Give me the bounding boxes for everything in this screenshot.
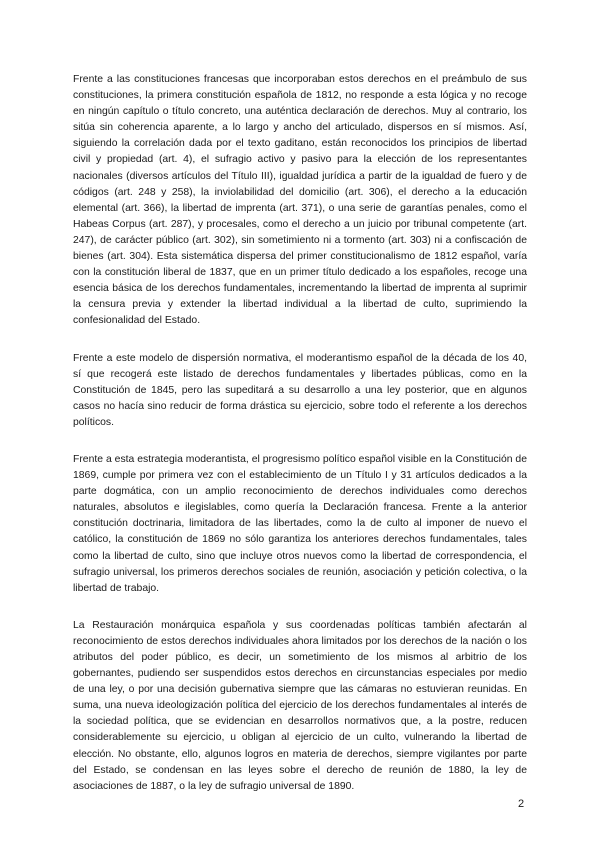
- paragraph-constitution-1869: Frente a esta estrategia moderantista, el progresismo político español visible en la Constitución de 1869, cumple por primera vez con el establecimiento de un Título I y 31 artículos dedicados a la parte dogmática, con un amplio reconocimiento de derechos individuales como derechos naturales, absolutos e ilegislables, como quería la Declaración francesa. Frente a la anterior constitución doctrinaria, limitadora de las libertades, como la de culto al imponer de nuevo el católico, la constitución de 1869 no sólo garantiza los anteriores derechos fundamentales, tales como la libertad de culto, sino que incluye otros nuevos como la libertad de correspondencia, el sufragio universal, los primeros derechos sociales de reunión, asociación y petición colectiva, o la libertad de trabajo.: [73, 453, 527, 594]
- paragraph-moderantismo: Frente a este modelo de dispersión normativa, el moderantismo español de la década de los 40, sí que recogerá este listado de derechos fundamentales y libertades públicas, como en la Constitución de 1845, pero las supeditará a su desarrollo a una ley posterior, que en algunos casos no hacía sino reducir de forma drástica su ejercicio, sobre todo el referente a los derechos políticos.: [73, 352, 527, 428]
- paragraph-restauracion: La Restauración monárquica española y sus coordenadas políticas también afectarán al reconocimiento de estos derechos individuales ahora limitados por los derechos de la nación o los atributos del poder público, es decir, un sometimiento de los mismos al arbitrio de los gobernantes, pudiendo ser suspendidos estos derechos en circunstancias especiales por medio de una ley, o por una decisión gubernativa siempre que las cámaras no estuvieran reunidas. En suma, una nueva ideologización política del ejercicio de los derechos fundamentales al interés de la sociedad política, que se evidencian en desarrollos normativos que, a la postre, reducen considerablemente su ejercicio, u obligan al ejercicio de un culto, vulnerando la libertad de elección. No obstante, ello, algunos logros en materia de derechos, siempre vigilantes por parte del Estado, se condensan en las leyes sobre el derecho de reunión de 1880, la ley de asociaciones de 1887, o la ley de sufragio universal de 1890.: [73, 619, 527, 792]
- page-number: 2: [518, 798, 525, 810]
- paragraph-constitution-1812: Frente a las constituciones francesas que incorporaban estos derechos en el preámbulo de sus constituciones, la primera constitución española de 1812, no responde a esta lógica y no recoge en ningún capítulo o título concreto, una auténtica declaración de derechos. Muy al contrario, los sitúa sin coherencia aparente, a lo largo y ancho del articulado, dispersos en sí mismos. Así, siguiendo la correlación dada por el texto gaditano, están reconocidos los principios de libertad civil y propiedad (art. 4), el sufragio activo y pasivo para la elección de los representantes nacionales (diversos artículos del Título III), igualdad jurídica a partir de la igualdad de fuero y de códigos (art. 248 y 258), la inviolabilidad del domicilio (art. 306), el derecho a la educación elemental (art. 366), la libertad de imprenta (art. 371), o una serie de garantías penales, como el Habeas Corpus (art. 287), y procesales, como el derecho a un juicio por tribunal competente (art. 247), de carácter público (art. 302), sin sometimiento ni a tormento (art. 303) ni a confiscación de bienes (art. 304). Esta sistemática dispersa del primer constitucionalismo de 1812 español, varía con la constitución liberal de 1837, que en un primer título dedicado a los españoles, recoge una esencia básica de los derechos fundamentales, incrementando la libertad de imprenta al suprimir la censura previa y extender la libertad individual a la libertad de culto, suprimiendo la confesionalidad del Estado.: [73, 74, 527, 327]
- body-text: [73, 72, 527, 816]
